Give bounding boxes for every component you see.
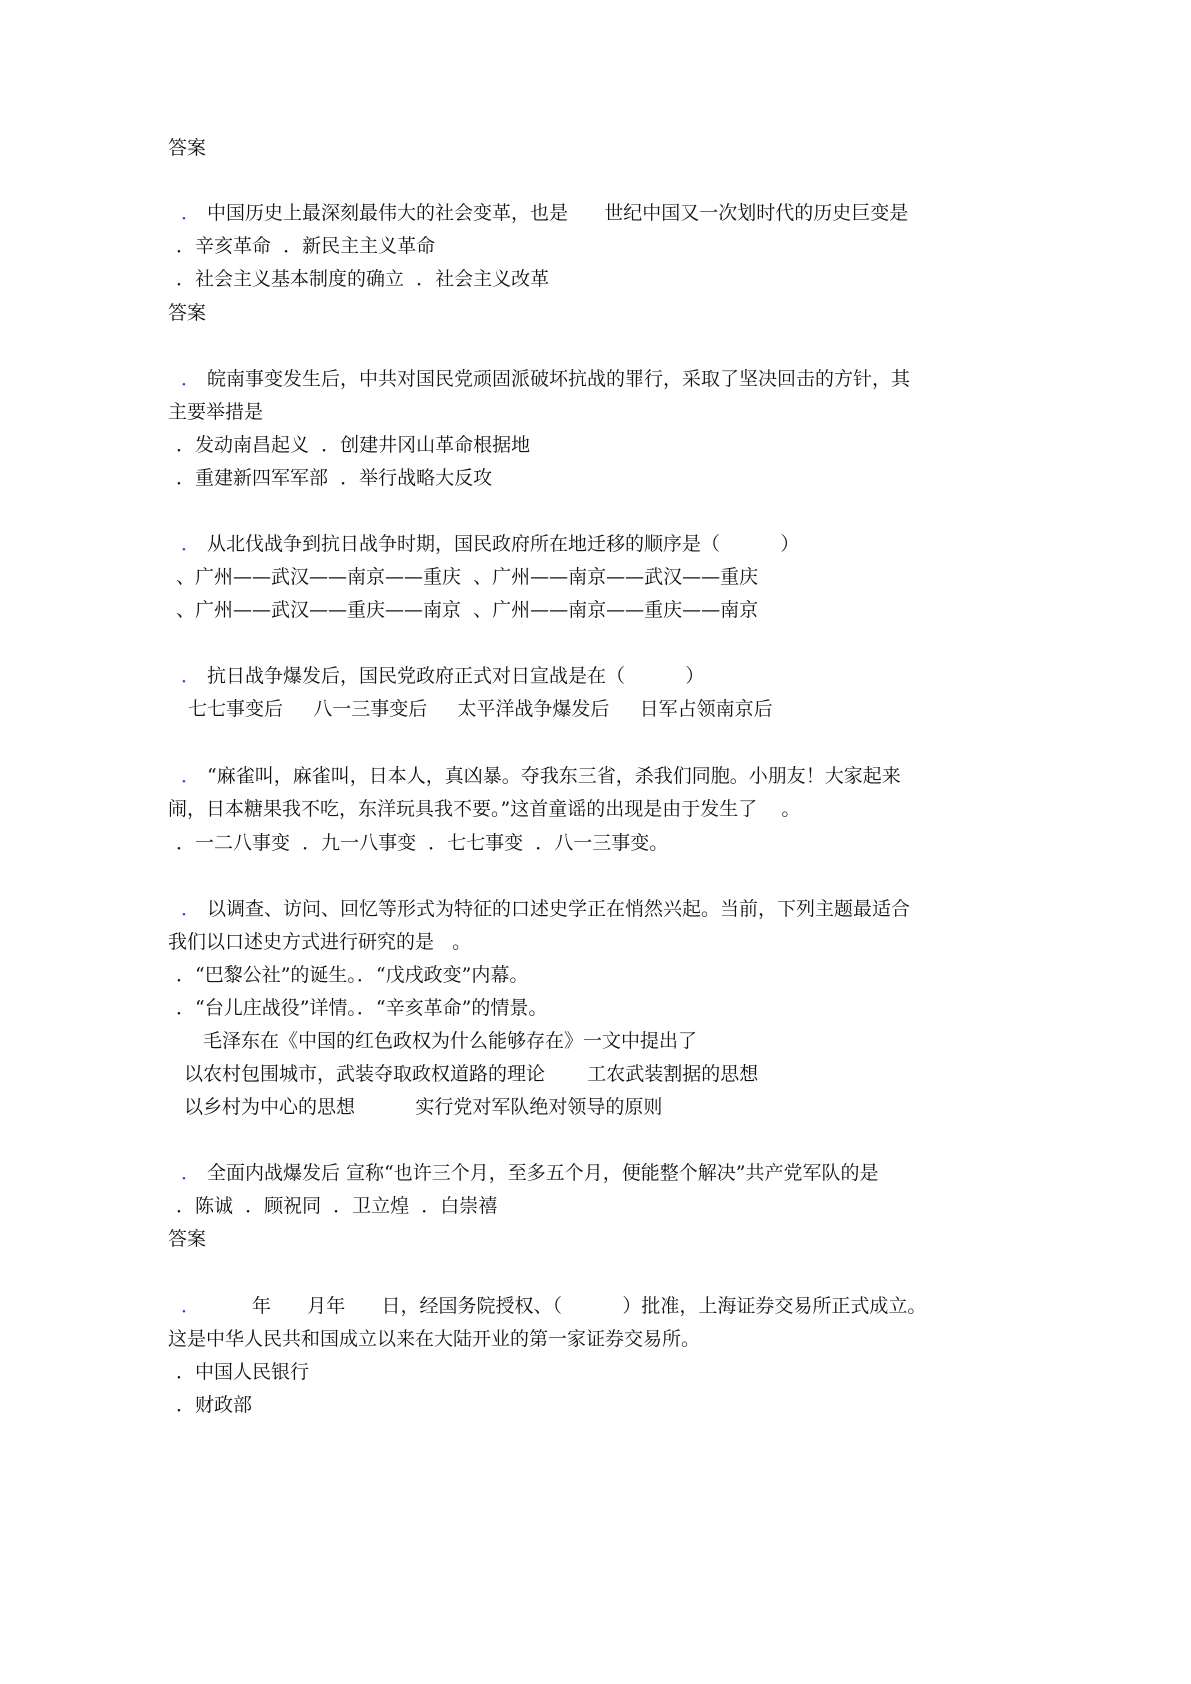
- question-marker: ．: [181, 765, 201, 787]
- question-text: 闹，日本糖果我不吃，东洋玩具我不要。”这首童谣的出现是由于发生了 。: [168, 798, 801, 820]
- option-line: 、广州——武汉——南京——重庆 、广州——南京——武汉——重庆: [176, 566, 759, 588]
- question-text: 皖南事变发生后，中共对国民党顽固派破坏抗战的罪行，采取了坚决回击的方针，其: [207, 368, 911, 390]
- option-line: ．财政部: [176, 1394, 253, 1416]
- option-line: 以农村包围城市，武装夺取政权道路的理论 工农武装割据的思想: [184, 1063, 759, 1085]
- option-line: ．发动南昌起义 ．创建井冈山革命根据地: [176, 434, 531, 456]
- question-marker: ．: [181, 1162, 201, 1184]
- option-line: 、广州——武汉——重庆——南京 、广州——南京——重庆——南京: [176, 599, 759, 621]
- question-text: 这是中华人民共和国成立以来在大陆开业的第一家证券交易所。: [168, 1328, 701, 1350]
- question-marker: ．: [181, 368, 201, 390]
- question-marker: ．: [181, 898, 201, 920]
- question-text: 我们以口述史方式进行研究的是 。: [168, 931, 472, 953]
- option-line: ．辛亥革命 ．新民主主义革命: [176, 235, 436, 257]
- answer-label: 答案: [168, 302, 207, 324]
- option-line: 以乡村为中心的思想 实行党对军队绝对领导的原则: [184, 1096, 663, 1118]
- option-line: ．社会主义基本制度的确立 ．社会主义改革: [176, 268, 550, 290]
- option-line: ．一二八事变 ．九一八事变 ．七七事变 ．八一三事变。: [176, 832, 669, 854]
- question-text: 全面内战爆发后 宣称“也许三个月，至多五个月，便能整个解决”共产党军队的是: [207, 1162, 879, 1184]
- option-line: ．中国人民银行: [176, 1361, 310, 1383]
- question-text: 主要举措是: [168, 401, 264, 423]
- option-line: ．“巴黎公社”的诞生。．“戊戌政变”内幕。: [176, 964, 529, 986]
- question-text: 抗日战争爆发后，国民党政府正式对日宣战是在（ ）: [207, 665, 705, 687]
- option-line: ．重建新四军军部 ．举行战略大反攻: [176, 467, 493, 489]
- question-text: 毛泽东在《中国的红色政权为什么能够存在》一文中提出了: [203, 1030, 698, 1052]
- question-marker: ．: [181, 533, 201, 555]
- question-text: “麻雀叫，麻雀叫，日本人，真凶暴。夺我东三省，杀我们同胞。小朋友！大家起来: [207, 765, 901, 787]
- question-text: 从北伐战争到抗日战争时期，国民政府所在地迁移的顺序是（ ）: [207, 533, 800, 555]
- answer-label: 答案: [168, 1228, 207, 1250]
- option-line: ．陈诚 ．顾祝同 ．卫立煌 ．白崇禧: [176, 1195, 498, 1217]
- option-line: ．“台儿庄战役”详情。．“辛亥革命”的情景。: [176, 997, 548, 1019]
- answer-label: 答案: [168, 137, 207, 159]
- question-marker: ．: [181, 1295, 201, 1317]
- question-text: 以调查、访问、回忆等形式为特征的口述史学正在悄然兴起。当前，下列主题最适合: [207, 898, 911, 920]
- question-text: 年 月年 日，经国务院授权、（ ）批准，上海证券交易所正式成立。: [252, 1295, 927, 1317]
- question-text: 中国历史上最深刻最伟大的社会变革，也是 世纪中国又一次划时代的历史巨变是: [207, 202, 909, 224]
- option-line: 七七事变后 八一三事变后 太平洋战争爆发后 日军占领南京后: [188, 698, 773, 720]
- question-marker: ．: [181, 202, 201, 224]
- question-marker: ．: [181, 665, 201, 687]
